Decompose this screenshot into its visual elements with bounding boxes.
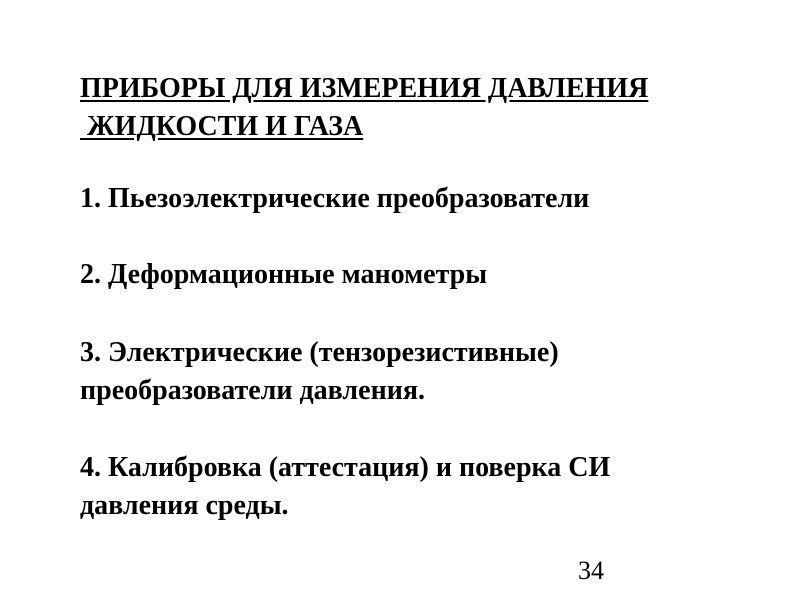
slide-title [80, 70, 760, 146]
list-item-text: давления среды. [80, 489, 289, 521]
page-number: 34 [578, 556, 604, 585]
list-item [80, 334, 760, 410]
list-item [80, 449, 760, 525]
list-item-text: 1. Пьезоэлектрические преобразователи [80, 183, 590, 214]
list-item-text: 4. Калибровка (аттестация) и поверка СИ [80, 452, 611, 483]
list-item [80, 256, 760, 294]
slide-title-line: ЖИДКОСТИ И ГАЗА [80, 110, 364, 142]
list-item [80, 180, 760, 218]
list-item-text: преобразователи давления. [80, 374, 425, 406]
slide-title-line: ПРИБОРЫ ДЛЯ ИЗМЕРЕНИЯ ДАВЛЕНИЯ [80, 73, 649, 104]
list-item-text: 2. Деформационные манометры [80, 259, 488, 290]
list-item-text: 3. Электрические (тензорезистивные) [80, 337, 559, 368]
